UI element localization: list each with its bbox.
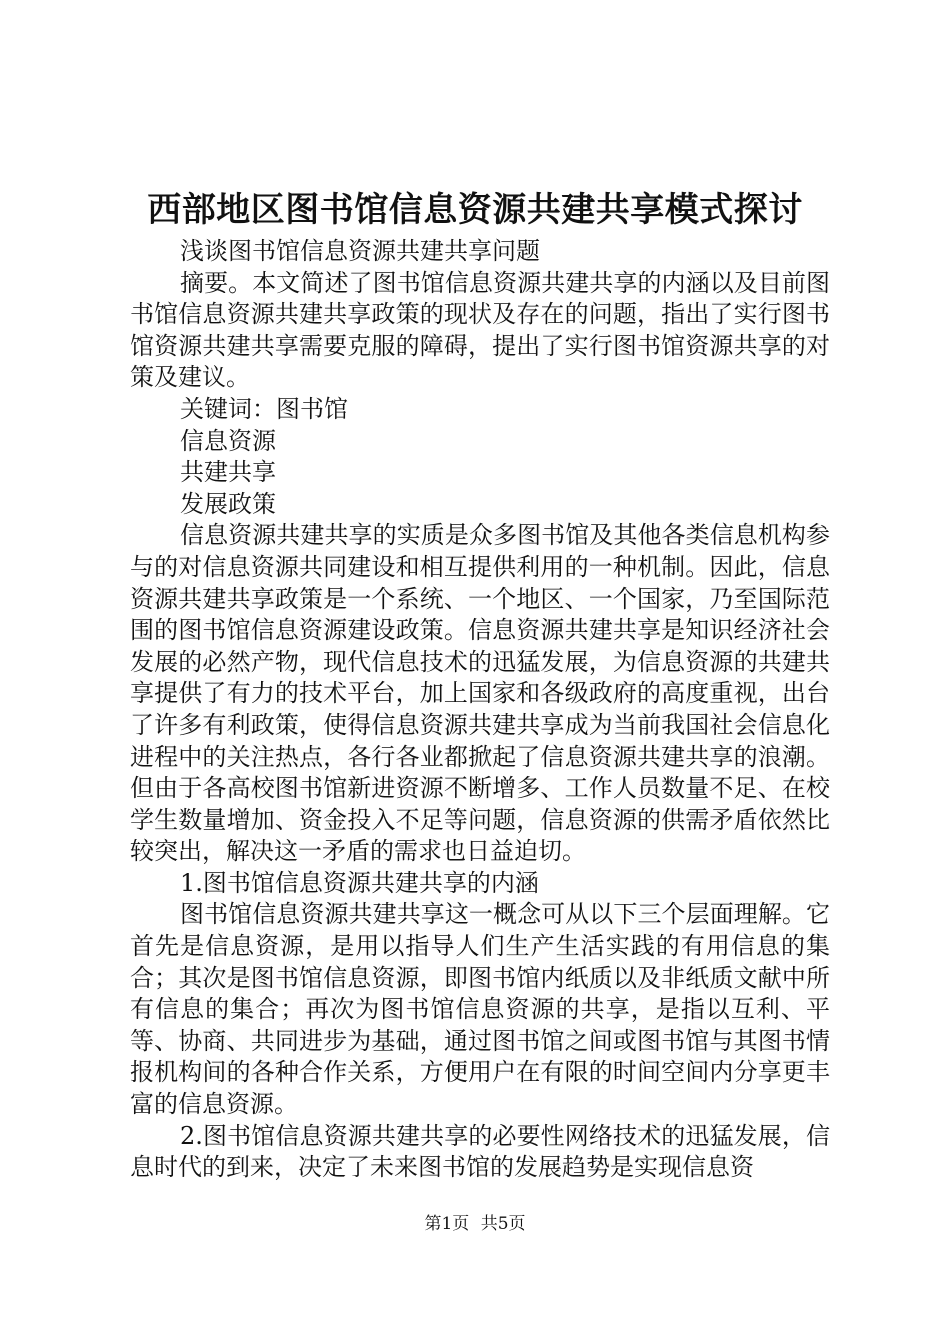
subtitle-paragraph: 浅谈图书馆信息资源共建共享问题 [180,237,540,265]
section-heading-1: 1.图书馆信息资源共建共享的内涵 [180,868,539,897]
keywords-line: 关键词：图书馆 [180,394,348,423]
page-footer [0,1212,950,1236]
document-body [130,236,830,1184]
abstract-paragraph: 摘要。本文简述了图书馆信息资源共建共享的内涵以及目前图书馆信息资源共建共享政策的现状及存在的问题，指出了实行图书馆资源共建共享需要克服的障碍，提出了实行图书馆资源共享的对策及建议。 [130,268,830,392]
section-1-paragraph: 图书馆信息资源共建共享这一概念可从以下三个层面理解。它首先是信息资源，是用以指导人们生产生活实践的有用信息的集合；其次是图书馆信息资源，即图书馆内纸质以及非纸质文献中所有信息的集合；再次为图书馆信息资源的共享，是指以互利、平等、协商、共同进步为基础，通过图书馆之间或图书馆与其图书情报机构间的各种合作关系，方便用户在有限的时间空间内分享更丰富的信息资源。 [130,900,830,1119]
section-2-paragraph: 2.图书馆信息资源共建共享的必要性网络技术的迅猛发展，信息时代的到来，决定了未来图书馆的发展趋势是实现信息资 [130,1121,830,1182]
page-total: 共5页 [480,1214,526,1234]
keyword-item: 信息资源 [180,426,276,455]
keyword-item: 发展政策 [180,489,276,518]
document-title: 西部地区图书馆信息资源共建共享模式探讨 [147,190,803,230]
intro-paragraph: 信息资源共建共享的实质是众多图书馆及其他各类信息机构参与的对信息资源共同建设和相互提供利用的一种机制。因此，信息资源共建共享政策是一个系统、一个地区、一个国家，乃至国际范围的图书馆信息资源建设政策。信息资源共建共享是知识经济社会发展的必然产物，现代信息技术的迅猛发展，为信息资源的共建共享提供了有力的技术平台，加上国家和各级政府的高度重视，出台了许多有利政策，使得信息资源共建共享成为当前我国社会信息化进程中的关注热点，各行各业都掀起了信息资源共建共享的浪潮。但由于各高校图书馆新进资源不断增多、工作人员数量不足、在校学生数量增加、资金投入不足等问题，信息资源的供需矛盾依然比较突出，解决这一矛盾的需求也日益迫切。 [130,521,830,866]
page-number: 第1页 [424,1214,470,1234]
keyword-item: 共建共享 [180,458,276,487]
